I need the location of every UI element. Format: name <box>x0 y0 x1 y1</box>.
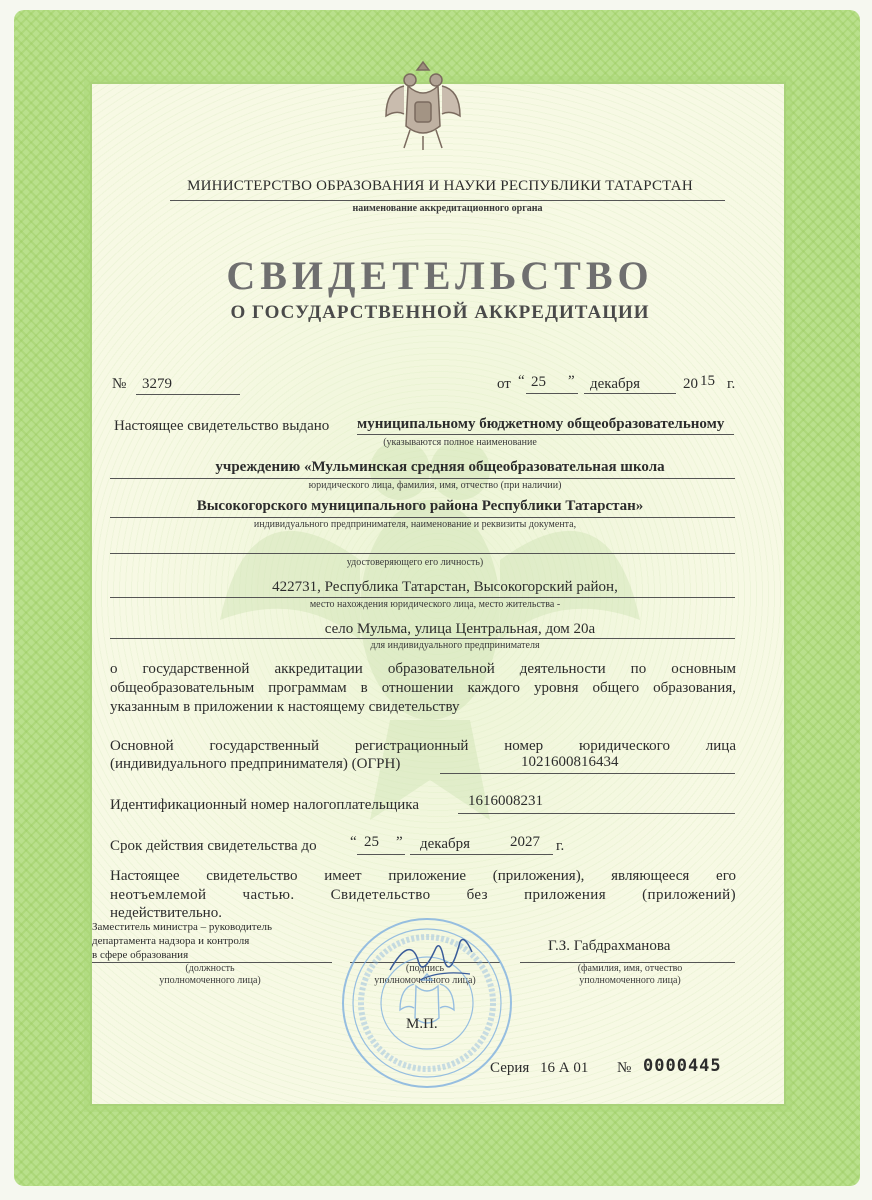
validity-year-label: г. <box>556 838 565 854</box>
series-number-label: № <box>617 1060 632 1076</box>
number-label: № <box>112 376 127 392</box>
date-close-quote: ” <box>568 373 575 389</box>
certificate-number: 3279 <box>142 376 172 392</box>
stamp-place-mp: М.П. <box>406 1016 438 1032</box>
issued-line-1: муниципальному бюджетному общеобразовательному <box>357 416 725 432</box>
issued-underline-1 <box>357 434 734 435</box>
series-label: Серия <box>490 1060 530 1076</box>
ogrn-label: (индивидуального предпринимателя) (ОГРН) <box>110 756 401 772</box>
ministry-underline <box>170 200 725 201</box>
validity-day: 25 <box>364 834 379 850</box>
issued-underline-4 <box>110 553 735 554</box>
series-number: 0000445 <box>643 1056 722 1076</box>
date-month: декабря <box>590 376 641 392</box>
appendix-line-3: недействительно. <box>110 905 222 921</box>
name-caption-1: (фамилия, имя, отчество <box>577 963 683 974</box>
signer-name: Г.З. Габдрахманова <box>548 938 671 954</box>
date-ot-label: от <box>497 376 511 392</box>
signer-position-1: Заместитель министра – руководитель <box>92 921 272 933</box>
issued-caption-1: (указываются полное наименование <box>383 437 537 448</box>
validity-month: декабря <box>420 836 471 852</box>
inn-underline <box>458 813 735 814</box>
ministry-caption: наименование аккредитационного органа <box>352 203 543 214</box>
issued-caption-2: юридического лица, фамилия, имя, отчество (при наличии) <box>308 480 562 491</box>
validity-close-quote: ” <box>396 834 403 850</box>
address-line-1: 422731, Республика Татарстан, Высокогорский район, <box>272 579 618 595</box>
inn-value: 1616008231 <box>468 793 543 809</box>
date-year-label: г. <box>727 376 736 392</box>
series-value: 16 А 01 <box>540 1060 589 1076</box>
address-underline-2 <box>110 638 735 639</box>
issued-underline-2 <box>110 478 735 479</box>
ogrn-line-1: Основной государственный регистрационный номер юридического лица <box>110 738 736 754</box>
about-line-3: указанным в приложении к настоящему свидетельству <box>110 699 460 715</box>
validity-open-quote: “ <box>350 834 357 850</box>
address-line-2: село Мульма, улица Центральная, дом 20а <box>324 621 596 637</box>
inn-label: Идентификационный номер налогоплательщика <box>110 797 420 813</box>
ogrn-underline <box>440 773 735 774</box>
signer-position-3: в сфере образования <box>92 949 189 961</box>
date-day-underline <box>526 393 578 394</box>
signer-position-2: департамента надзора и контроля <box>92 935 250 947</box>
validity-label: Срок действия свидетельства до <box>110 838 317 854</box>
about-line-2: общеобразовательным программам в отношении каждого уровня общего образования, <box>110 680 736 696</box>
issued-line-3: Высокогорского муниципального района Республики Татарстан» <box>196 498 644 514</box>
date-open-quote: “ <box>518 373 525 389</box>
about-line-1: о государственной аккредитации образовательной деятельности по основным <box>110 661 736 677</box>
validity-year: 2027 <box>510 834 540 850</box>
address-caption-2: для индивидуального предпринимателя <box>370 640 540 651</box>
position-caption-2: уполномоченного лица) <box>159 975 261 986</box>
appendix-line-2: неотъемлемой частью. Свидетельство без приложения (приложений) <box>110 887 736 903</box>
date-year-prefix: 20 <box>683 376 698 392</box>
name-caption-2: уполномоченного лица) <box>579 975 681 986</box>
issued-caption-3: индивидуального предпринимателя, наименование и реквизиты документа, <box>253 519 577 530</box>
title-sub: О ГОСУДАРСТВЕННОЙ АККРЕДИТАЦИИ <box>230 302 650 323</box>
validity-year-underline <box>508 854 553 855</box>
validity-month-underline <box>410 854 508 855</box>
address-caption-1: место нахождения юридического лица, место жительства - <box>309 599 561 610</box>
position-caption-1: (должность <box>185 963 235 974</box>
issued-caption-4: удостоверяющего его личность) <box>346 557 484 568</box>
issued-underline-3 <box>110 517 735 518</box>
ministry-name: МИНИСТЕРСТВО ОБРАЗОВАНИЯ И НАУКИ РЕСПУБЛИКИ ТАТАРСТАН <box>187 178 693 194</box>
number-underline <box>136 394 240 395</box>
validity-day-underline <box>357 854 405 855</box>
coat-of-arms-emblem <box>382 56 464 152</box>
issued-line-2: учреждению «Мульминская средняя общеобразовательная школа <box>215 459 665 475</box>
date-month-underline <box>584 393 676 394</box>
date-day: 25 <box>531 374 546 390</box>
signature-caption-2: уполномоченного лица) <box>374 975 476 986</box>
issued-label: Настоящее свидетельство выдано <box>114 418 330 434</box>
handwritten-signature <box>380 930 480 990</box>
title-main: СВИДЕТЕЛЬСТВО <box>226 253 654 298</box>
address-underline-1 <box>110 597 735 598</box>
date-year-suffix: 15 <box>700 373 715 389</box>
appendix-line-1: Настоящее свидетельство имеет приложение (приложения), являющееся его <box>110 868 736 884</box>
ogrn-value: 1021600816434 <box>521 754 619 770</box>
signature-caption-1: (подпись <box>405 963 445 974</box>
